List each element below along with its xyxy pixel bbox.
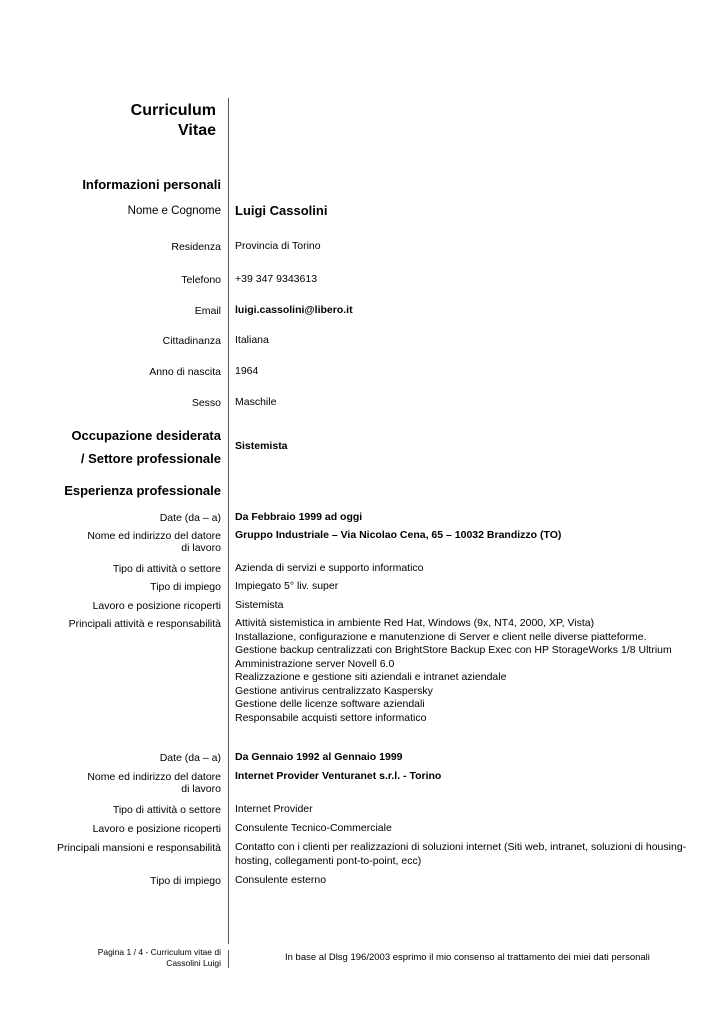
- job2-date: Da Gennaio 1992 al Gennaio 1999: [235, 751, 403, 763]
- section-personal-heading: Informazioni personali: [82, 177, 221, 192]
- name-value: Luigi Cassolini: [235, 203, 328, 218]
- residence-value: Provincia di Torino: [235, 240, 321, 252]
- job2-employer-label: Nome ed indirizzo del datore di lavoro: [87, 771, 221, 795]
- list-item: hosting, collegamenti pont-to-point, ecc): [235, 854, 422, 867]
- job1-activities-list: [235, 617, 672, 725]
- job2-type-label: Tipo di impiego: [150, 875, 221, 887]
- job1-type: Impiegato 5° liv. super: [235, 580, 339, 592]
- list-item: Contatto con i clienti per realizzazioni di soluzioni internet (Siti web, intranet, soluzioni di housing-: [235, 841, 687, 853]
- sex-label: Sesso: [191, 397, 221, 409]
- job2-role: Consulente Tecnico-Commerciale: [235, 822, 392, 834]
- job1-employer: Gruppo Industriale – Via Nicolao Cena, 65 – 10032 Brandizzo (TO): [235, 529, 562, 541]
- occupation-value: Sistemista: [235, 440, 288, 452]
- job1-role-label: Lavoro e posizione ricoperti: [92, 600, 221, 612]
- list-item: Gestione antivirus centralizzato Kaspersky: [235, 684, 433, 697]
- job2-sector-label: Tipo di attività o settore: [112, 804, 221, 816]
- job1-sector: Azienda di servizi e supporto informatico: [235, 562, 424, 574]
- job1-date-label: Date (da – a): [159, 512, 221, 524]
- list-item: Amministrazione server Novell 6.0: [235, 657, 395, 670]
- citizenship-label: Cittadinanza: [162, 335, 221, 347]
- sex-value: Maschile: [235, 396, 277, 408]
- list-item: Realizzazione e gestione siti aziendali e intranet aziendale: [235, 671, 507, 683]
- citizenship-value: Italiana: [235, 334, 269, 346]
- job1-sector-label: Tipo di attività o settore: [112, 563, 221, 575]
- phone-value: +39 347 9343613: [235, 273, 318, 285]
- birth-value: 1964: [235, 365, 259, 377]
- job1-role: Sistemista: [235, 599, 284, 611]
- footer-divider: [228, 950, 229, 968]
- section-occupation-heading: Occupazione desiderata / Settore professionale: [71, 428, 221, 466]
- job2-duties-list: [235, 841, 686, 868]
- list-item: Responsabile acquisti settore informatico: [235, 711, 427, 724]
- job2-employer: Internet Provider Venturanet s.r.l. - Torino: [235, 770, 442, 782]
- job2-type: Consulente esterno: [235, 874, 327, 886]
- email-label: Email: [194, 305, 221, 317]
- column-divider: [228, 98, 229, 944]
- job2-role-label: Lavoro e posizione ricoperti: [92, 823, 221, 835]
- section-experience-heading: Esperienza professionale: [64, 483, 221, 498]
- list-item: Gestione backup centralizzati con BrightStore Backup Exec con HP StorageWorks 1/8 Ultrium: [235, 644, 672, 656]
- residence-label: Residenza: [171, 241, 221, 253]
- job2-date-label: Date (da – a): [159, 752, 221, 764]
- job1-employer-label: Nome ed indirizzo del datore di lavoro: [87, 530, 221, 554]
- job1-activities-label: Principali attività e responsabilità: [68, 618, 221, 630]
- job2-sector: Internet Provider: [235, 803, 313, 815]
- list-item: Gestione delle licenze software aziendali: [235, 698, 425, 710]
- footer-consent: In base al Dlsg 196/2003 esprimo il mio consenso al trattamento dei miei dati personali: [285, 952, 650, 963]
- birth-label: Anno di nascita: [149, 366, 221, 378]
- cv-title: Curriculum Vitae: [130, 102, 216, 139]
- phone-label: Telefono: [181, 274, 221, 286]
- job2-duties-label: Principali mansioni e responsabilità: [56, 842, 221, 854]
- email-value: luigi.cassolini@libero.it: [235, 304, 353, 316]
- name-label: Nome e Cognome: [127, 205, 221, 217]
- footer-page-info: Pagina 1 / 4 - Curriculum vitae di Cassolini Luigi: [97, 947, 221, 968]
- list-item: Attività sistemistica in ambiente Red Hat, Windows (9x, NT4, 2000, XP, Vista): [235, 617, 595, 629]
- job1-type-label: Tipo di impiego: [150, 581, 221, 593]
- list-item: Installazione, configurazione e manutenzione di Server e client nelle diverse piatteforme.: [235, 630, 647, 643]
- job1-date: Da Febbraio 1999 ad oggi: [235, 511, 363, 523]
